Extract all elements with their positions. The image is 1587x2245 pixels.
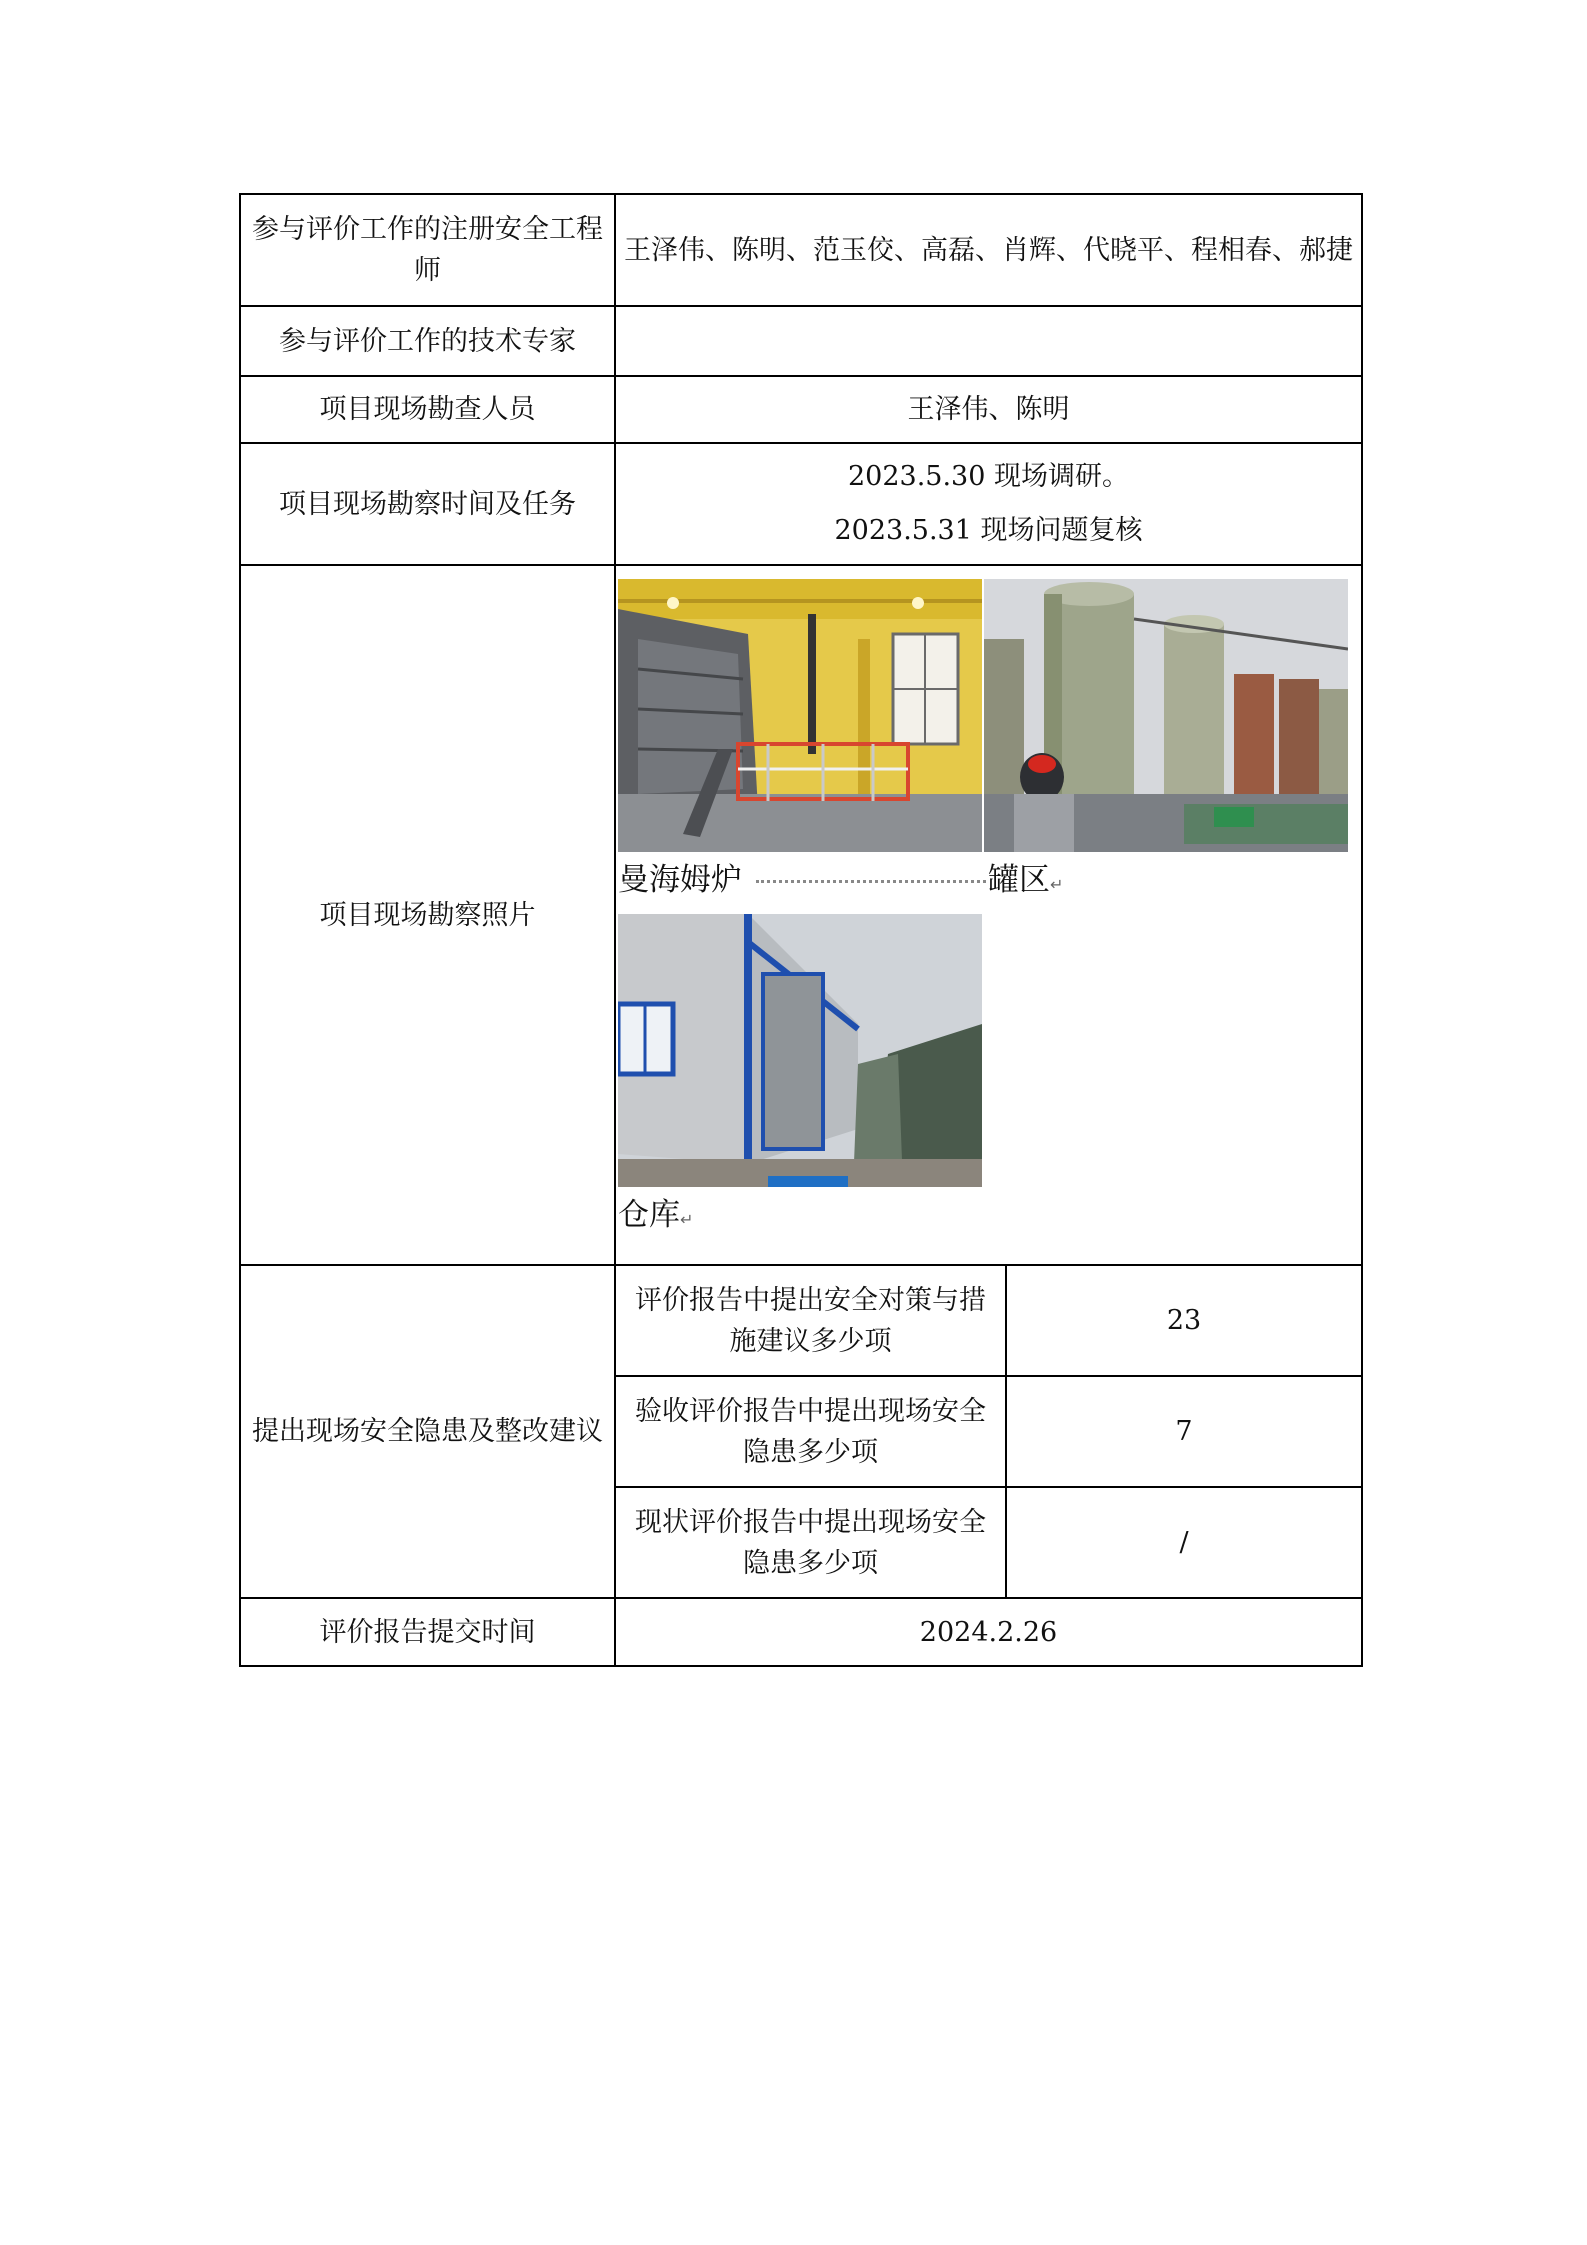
row-experts xyxy=(240,306,1362,376)
warehouse-caption-text: 仓库 xyxy=(618,1197,680,1233)
inspection-time-value xyxy=(615,443,1362,565)
row-inspection-time xyxy=(240,443,1362,565)
inspectors-value: 王泽伟、陈明 xyxy=(615,376,1362,443)
furnace-photo xyxy=(618,579,982,852)
inspection-line-2: 2023.5.31 现场问题复核 xyxy=(834,515,1143,546)
inspection-time-label: 项目现场勘察时间及任务 xyxy=(240,443,615,565)
photo-area xyxy=(616,567,1361,1263)
warehouse-photo xyxy=(618,914,982,1187)
engineers-value: 王泽伟、陈明、范玉佼、高磊、肖辉、代晓平、程相春、郝捷 xyxy=(615,194,1362,306)
hazard-answer-2: 7 xyxy=(1006,1376,1362,1487)
furnace-caption xyxy=(618,860,742,900)
return-mark-2: ↵ xyxy=(680,1210,694,1229)
return-mark-1: ↵ xyxy=(1050,875,1064,894)
inspectors-label: 项目现场勘查人员 xyxy=(240,376,615,443)
row-hazard-1 xyxy=(240,1265,1362,1376)
row-photos xyxy=(240,565,1362,1265)
tank-caption xyxy=(988,860,1063,905)
inspection-line-1: 2023.5.30 现场调研。 xyxy=(848,461,1129,492)
photos-label: 项目现场勘察照片 xyxy=(240,565,615,1265)
warehouse-caption xyxy=(618,1195,693,1240)
hazard-answer-3: / xyxy=(1006,1487,1362,1598)
submit-label: 评价报告提交时间 xyxy=(240,1598,615,1666)
tank-caption-text: 罐区 xyxy=(988,862,1050,898)
experts-label: 参与评价工作的技术专家 xyxy=(240,306,615,376)
hazard-question-3: 现状评价报告中提出现场安全隐患多少项 xyxy=(615,1487,1006,1598)
photos-cell xyxy=(615,565,1362,1265)
row-inspectors xyxy=(240,376,1362,443)
row-engineers xyxy=(240,194,1362,306)
hazard-question-1: 评价报告中提出安全对策与措施建议多少项 xyxy=(615,1265,1006,1376)
hazard-question-2: 验收评价报告中提出现场安全隐患多少项 xyxy=(615,1376,1006,1487)
furnace-caption-text: 曼海姆炉 xyxy=(618,862,742,898)
experts-value xyxy=(615,306,1362,376)
tank-area-photo xyxy=(984,579,1348,852)
submit-value: 2024.2.26 xyxy=(615,1598,1362,1666)
evaluation-info-table xyxy=(239,193,1363,1667)
hazard-answer-1: 23 xyxy=(1006,1265,1362,1376)
row-submit xyxy=(240,1598,1362,1666)
hazards-label: 提出现场安全隐患及整改建议 xyxy=(240,1265,615,1598)
caption-leader xyxy=(756,880,986,883)
engineers-label: 参与评价工作的注册安全工程师 xyxy=(240,194,615,306)
